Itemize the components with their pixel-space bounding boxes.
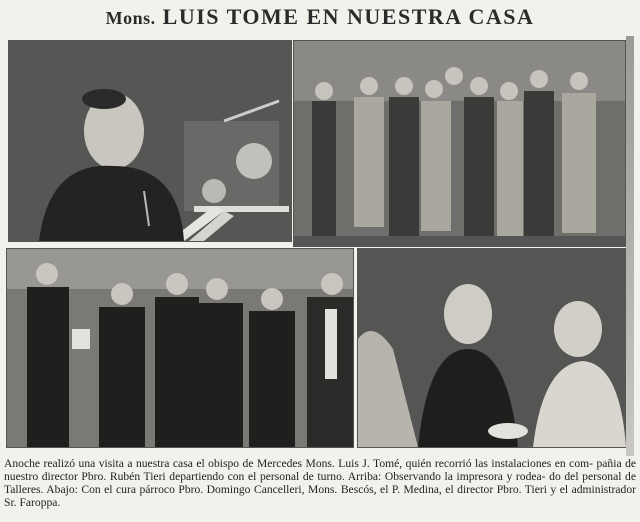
headline-prefix: Mons. (105, 8, 156, 28)
photo-bishop-at-press-image (9, 41, 291, 241)
caption (4, 457, 636, 509)
photo-greeting-image (358, 249, 626, 447)
photo-bishop-at-press (8, 40, 292, 242)
caption-line-3: do del personal de Talleres. Abajo: Con el cura párroco Pbro. Domingo Cancelleri, Mons. Bescós, el P. Medina, el director (4, 470, 636, 496)
photo-workshop-staff-image (294, 41, 625, 246)
photo-workshop-staff (293, 40, 626, 247)
photo-greeting (357, 248, 627, 448)
caption-line-4: Pbro. Tieri y el administrador Sr. Faroppa. (4, 483, 636, 509)
photo-priests-row (6, 248, 354, 448)
headline-title: LUIS TOME EN NUESTRA CASA (162, 4, 535, 29)
headline (0, 2, 640, 32)
photo-priests-row-image (7, 249, 353, 447)
caption-line-1: Anoche realizó una visita a nuestra casa el obispo de Mercedes Mons. Luis J. Tomé, quién recorrió las instalaciones en com- (4, 457, 593, 470)
caption-line-2: pañia de nuestro director Pbro. Rubén Tieri departiendo con el personal de turno. Arriba: Observando la impresora y rodea- (4, 457, 637, 483)
clipping-edge (626, 36, 634, 456)
